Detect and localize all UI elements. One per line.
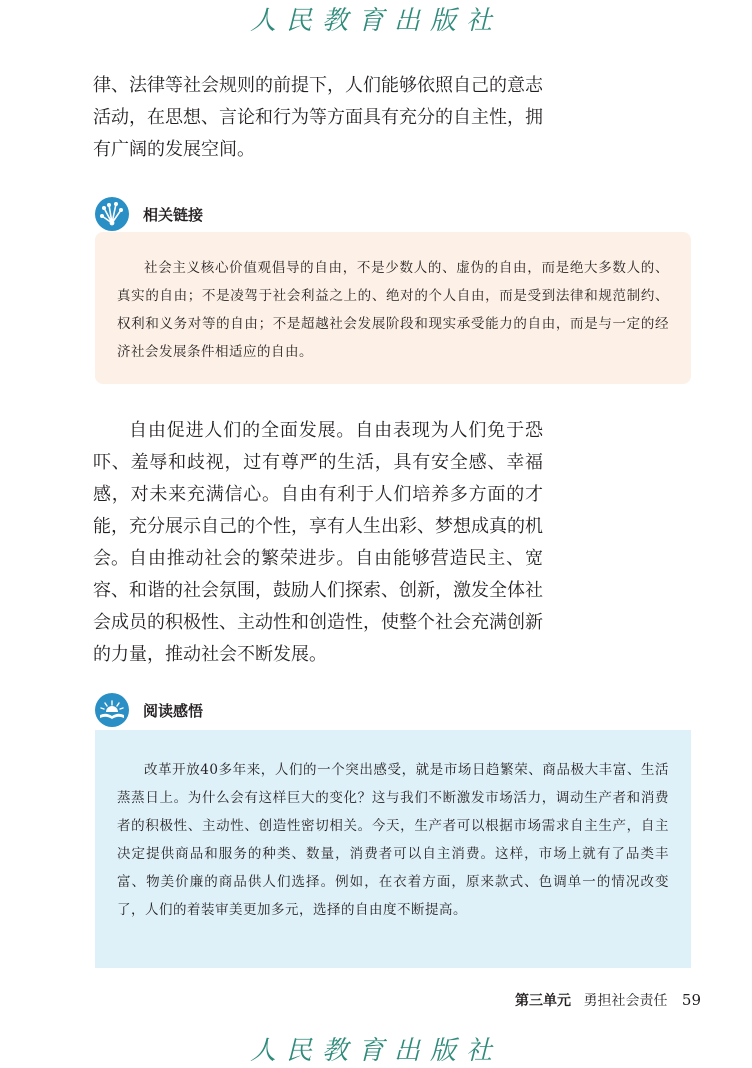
footer-title: 勇担社会责任 [583,993,668,1009]
publisher-logo-bottom: 人民教育出版社 [249,1036,502,1066]
open-book-icon [95,693,129,727]
related-link-text: 社会主义核心价值观倡导的自由，不是少数人的、虚伪的自由，而是绝大多数人的、真实的自由；不是凌驾于社会利益之上的、绝对的个人自由，而是受到法律和规范制约、权利和义务对等的自由；不是超越社会发展阶段和现实承受能力的自由，而是与一定的经济社会发展条件相适应的自由。 [117,260,669,360]
body-paragraph-1: 自由促进人们的全面发展。自由表现为人们免于恐吓、羞辱和歧视，过有尊严的生活，具有安全感、幸福感，对未来充满信心。自由有利于人们培养多方面的才能，充分展示自己的个性，享有人生出彩、梦想成真的机会。 [93,420,543,569]
related-link-box [95,232,691,384]
related-link-heading: 相关链接 [143,205,204,224]
footer-unit: 第三单元 [515,993,571,1009]
reading-box [95,730,691,968]
page-footer [515,990,701,1010]
body-paragraph-2: 自由推动社会的繁荣进步。自由能够营造民主、宽容、和谐的社会氛围，鼓励人们探索、创新，激发全体社会成员的积极性、主动性和创造性，使整个社会充满创新的力量，推动社会不断发展。 [93,548,543,665]
network-icon [95,197,129,231]
reading-heading: 阅读感悟 [143,701,204,720]
intro-paragraph: 律、法律等社会规则的前提下，人们能够依照自己的意志活动，在思想、言论和行为等方面具有充分的自主性，拥有广阔的发展空间。 [93,75,543,160]
page-number: 59 [681,991,701,1009]
publisher-logo-top: 人民教育出版社 [249,6,502,36]
reading-text: 改革开放40多年来，人们的一个突出感受，就是市场日趋繁荣、商品极大丰富、生活蒸蒸日上。为什么会有这样巨大的变化？这与我们不断激发市场活力，调动生产者和消费者的积极性、主动性、创造性密切相关。今天，生产者可以根据市场需求自主生产，自主决定提供商品和服务的种类、数量，消费者可以自主消费。这样，市场上就有了品类丰富、物美价廉的商品供人们选择。例如，在衣着方面，原来款式、色调单一的情况改变了，人们的着装审美更加多元，选择的自由度不断提高。 [117,762,669,918]
related-link-header [95,194,203,234]
